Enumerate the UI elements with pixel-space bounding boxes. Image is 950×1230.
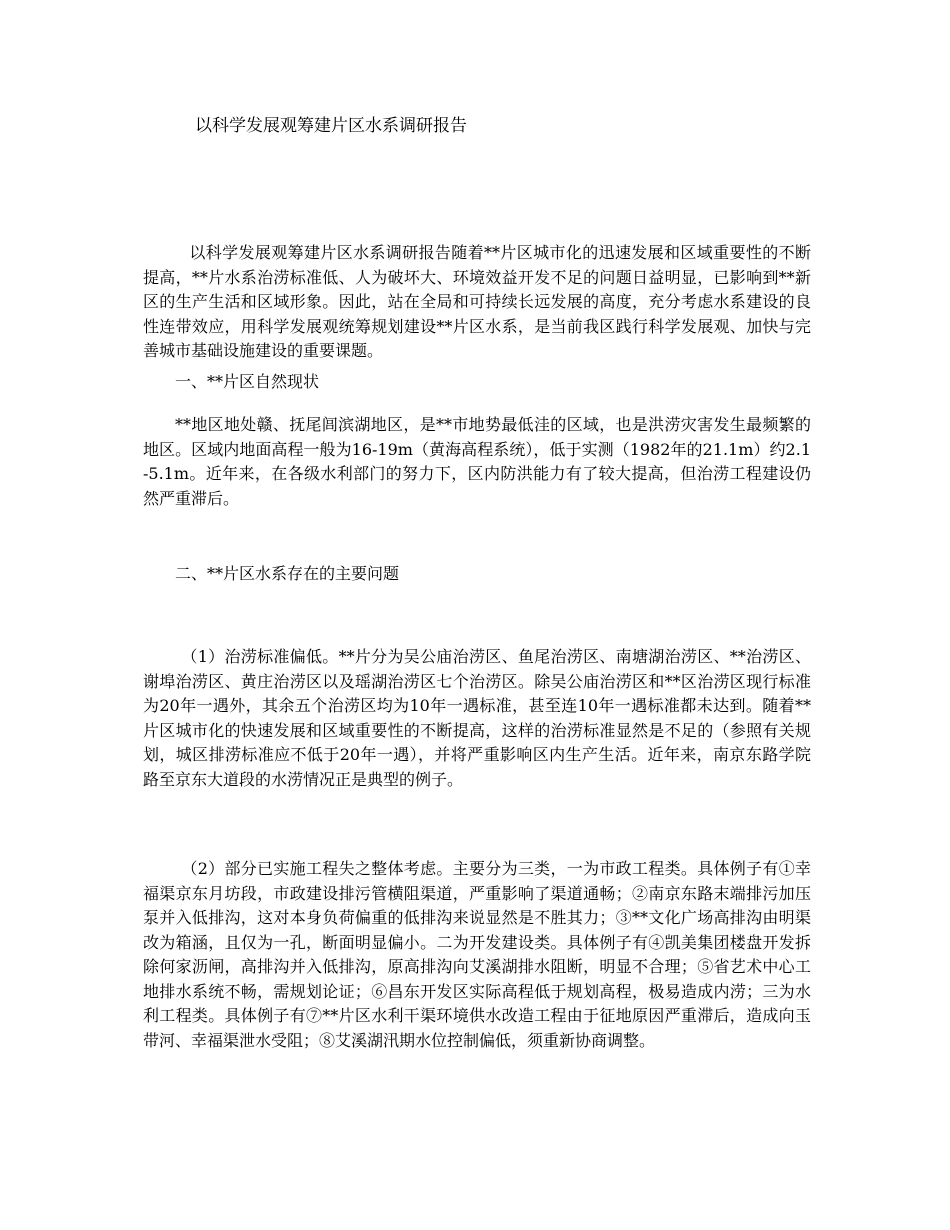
section-heading-main-problems: 二、**片区水系存在的主要问题: [175, 564, 400, 583]
section-heading-natural-status: 一、**片区自然现状: [175, 372, 320, 391]
natural-status-paragraph: **地区地处赣、抚尾闾滨湖地区，是**市地势最低洼的区域，也是洪涝灾害发生最频繁的地区。区域内地面高程一般为16-19m（黄海高程系统），低于实测（1982年的21.1m）约2.1-5.1m。近年来，在各级水利部门的努力下，区内防洪能力有了较大提高，但治涝工程建设仍然严重滞后。: [143, 415, 811, 508]
document-title: 以科学发展观筹建片区水系调研报告: [195, 116, 467, 136]
problem-paragraph-2: （2）部分已实施工程失之整体考虑。主要分为三类，一为市政工程类。具体例子有①幸福渠京东月坊段，市政建设排污管横阻渠道，严重影响了渠道通畅；②南京东路末端排污加压泵并入低排沟，这对本身负荷偏重的低排沟来说显然是不胜其力；③**文化广场高排沟由明渠改为箱涵，且仅为一孔，断面明显偏小。二为开发建设类。具体例子有④凯美集团楼盘开发拆除何家沥闸，高排沟并入低排沟，原高排沟向艾溪湖排水阻断，明显不合理；⑤省艺术中心工地排水系统不畅，需规划论证；⑥昌东开发区实际高程低于规划高程，极易造成内涝；三为水利工程类。具体例子有⑦**片区水利干渠环境供水改造工程由于征地原因严重滞后，造成向玉带河、幸福渠泄水受阻；⑧艾溪湖汛期水位控制偏低，须重新协商调整。: [143, 859, 811, 1050]
problem-paragraph-1: （1）治涝标准偏低。**片分为吴公庙治涝区、鱼尾治涝区、南塘湖治涝区、**治涝区、谢埠治涝区、黄庄治涝区以及瑶湖治涝区七个治涝区。除吴公庙治涝区和**区治涝区现行标准为20年一遇外，其余五个治涝区均为10年一遇标准，甚至连10年一遇标准都未达到。随着**片区城市化的快速发展和区域重要性的不断提高，这样的治涝标准显然是不足的（参照有关规划，城区排涝标准应不低于20年一遇），并将严重影响区内生产生活。近年来，南京东路学院路至京东大道段的水涝情况正是典型的例子。: [143, 647, 811, 789]
intro-paragraph: 以科学发展观筹建片区水系调研报告随着**片区城市化的迅速发展和区域重要性的不断提高，**片水系治涝标准低、人为破坏大、环境效益开发不足的问题日益明显，已影响到**新区的生产生活和区域形象。因此，站在全局和可持续长远发展的高度，充分考虑水系建设的良性连带效应，用科学发展观统筹规划建设**片区水系，是当前我区践行科学发展观、加快与完善城市基础设施建设的重要课题。: [143, 243, 811, 360]
